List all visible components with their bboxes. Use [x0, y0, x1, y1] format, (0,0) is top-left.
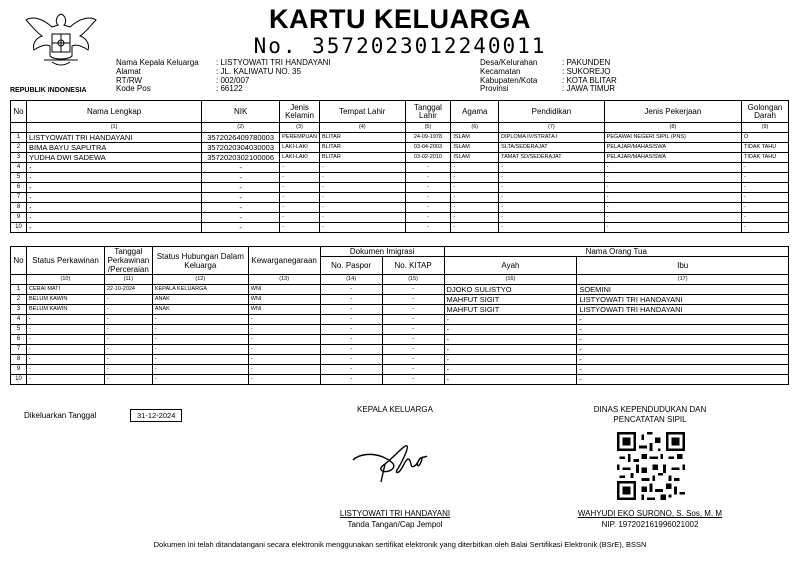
family-info-left: [116, 59, 331, 94]
cell-jk: LAKI-LAKI: [280, 143, 320, 153]
cell-status: -: [26, 345, 104, 355]
cell-jk: -: [280, 193, 320, 203]
col-number: (15): [382, 275, 444, 285]
cell-no: 5: [11, 325, 27, 335]
cell-kwn: WNI: [248, 295, 320, 305]
cell-tempat: -: [319, 193, 405, 203]
cell-status: -: [26, 325, 104, 335]
cell-nama: BIMA BAYU SAPUTRA: [26, 143, 201, 153]
cell-tgl: -: [104, 345, 152, 355]
cell-ayah: -: [444, 365, 577, 375]
cell-gol: -: [742, 193, 789, 203]
cell-no: 4: [11, 163, 27, 173]
col-header-no: No: [11, 247, 27, 275]
cell-status: CERAI MATI: [26, 285, 104, 295]
head-caption: Tanda Tangan/Cap Jempol: [347, 520, 443, 529]
col-number: (9): [742, 123, 789, 133]
col-number: (8): [604, 123, 741, 133]
col-number: (12): [152, 275, 248, 285]
cell-agama: -: [451, 193, 499, 203]
country-label: REPUBLIK INDONESIA: [10, 87, 87, 94]
cell-kerja: -: [604, 163, 741, 173]
cell-ayah: MAHFUT SIGIT: [444, 305, 577, 315]
col-header-ibu: Ibu: [577, 257, 789, 275]
cell-tgl: -: [104, 305, 152, 315]
table-row: [11, 315, 789, 325]
cell-kitap: -: [382, 295, 444, 305]
cell-pend: -: [499, 193, 605, 203]
cell-gol: -: [742, 223, 789, 233]
cell-kwn: -: [248, 365, 320, 375]
info-label: Kode Pos: [116, 84, 151, 94]
cell-nik: -: [202, 173, 280, 183]
issued-label: Dikeluarkan Tanggal: [24, 411, 97, 420]
cell-agama: ISLAM: [451, 133, 499, 143]
table-row: [11, 375, 789, 385]
cell-ayah: -: [444, 315, 577, 325]
cell-hub: ANAK: [152, 295, 248, 305]
cell-ibu: -: [577, 365, 789, 375]
table-row: [11, 153, 789, 163]
cell-nik: -: [202, 183, 280, 193]
status-table: [10, 246, 789, 385]
cell-agama: -: [451, 203, 499, 213]
cell-no: 6: [11, 183, 27, 193]
info-label: Alamat: [116, 66, 141, 76]
cell-no: 2: [11, 295, 27, 305]
info-value: : 66122: [216, 84, 243, 94]
cell-jk: -: [280, 163, 320, 173]
cell-no: 4: [11, 315, 27, 325]
cell-tgl: -: [104, 335, 152, 345]
cell-nik: 3572026409780003: [202, 133, 280, 143]
col-header-jenis-kelamin: Jenis Kelamin: [280, 101, 320, 123]
col-number: (4): [319, 123, 405, 133]
qr-code-icon: [617, 432, 685, 500]
signature-image: [345, 430, 445, 490]
cell-tgl: 03-04-2003: [405, 143, 451, 153]
cell-no: 3: [11, 305, 27, 315]
cell-ayah: DJOKO SULISTYO: [444, 285, 577, 295]
table-row: [11, 203, 789, 213]
cell-paspor: -: [320, 295, 382, 305]
cell-paspor: -: [320, 355, 382, 365]
cell-ibu: -: [577, 345, 789, 355]
cell-tempat: -: [319, 213, 405, 223]
cell-nik: -: [202, 203, 280, 213]
info-label: Kecamatan: [480, 66, 521, 76]
cell-hub: -: [152, 315, 248, 325]
cell-nama: LISTYOWATI TRI HANDAYANI: [26, 133, 201, 143]
cell-kitap: -: [382, 315, 444, 325]
cell-hub: -: [152, 375, 248, 385]
cell-gol: O: [742, 133, 789, 143]
cell-tempat: BLITAR: [319, 133, 405, 143]
col-number: (17): [577, 275, 789, 285]
cell-kitap: -: [382, 345, 444, 355]
col-header-kewarganegaraan: Kewarganegaraan: [248, 247, 320, 275]
cell-kerja: -: [604, 193, 741, 203]
cell-tgl: -: [405, 183, 451, 193]
col-header-nama: Nama Lengkap: [26, 101, 201, 123]
cell-tgl: -: [104, 375, 152, 385]
col-number: (5): [405, 123, 451, 133]
cell-agama: -: [451, 173, 499, 183]
cell-nik: -: [202, 213, 280, 223]
cell-no: 2: [11, 143, 27, 153]
cell-paspor: -: [320, 375, 382, 385]
cell-pend: DIPLOMA IV/STRATA I: [499, 133, 605, 143]
cell-paspor: -: [320, 305, 382, 315]
cell-paspor: -: [320, 315, 382, 325]
cell-nama: -: [26, 203, 201, 213]
cell-nik: 3572020304030003: [202, 143, 280, 153]
cell-hub: -: [152, 345, 248, 355]
cell-kitap: -: [382, 305, 444, 315]
cell-kerja: PELAJAR/MAHASISWA: [604, 153, 741, 163]
cell-agama: -: [451, 183, 499, 193]
cell-jk: -: [280, 213, 320, 223]
head-title: KEPALA KELUARGA: [357, 405, 433, 414]
cell-no: 10: [11, 375, 27, 385]
cell-no: 1: [11, 133, 27, 143]
cell-hub: -: [152, 355, 248, 365]
table-row: [11, 223, 789, 233]
cell-no: 3: [11, 153, 27, 163]
cell-pend: -: [499, 213, 605, 223]
cell-paspor: -: [320, 365, 382, 375]
table-row: [11, 143, 789, 153]
col-header-nik: NIK: [202, 101, 280, 123]
info-label: Desa/Kelurahan: [480, 58, 538, 67]
cell-tempat: BLITAR: [319, 153, 405, 163]
cell-kitap: -: [382, 325, 444, 335]
info-label: Kabupaten/Kota: [480, 75, 538, 85]
cell-tgl: 22-10-2024: [104, 285, 152, 295]
table-row: [11, 213, 789, 223]
cell-tgl: -: [104, 365, 152, 375]
cell-jk: PEREMPUAN: [280, 133, 320, 143]
col-header-tanggal-perkawinan: Tanggal Perkawinan /Perceraian: [104, 247, 152, 275]
cell-tgl: -: [405, 223, 451, 233]
col-header-kitap: No. KITAP: [382, 257, 444, 275]
info-label: Provinsi: [480, 84, 509, 94]
cell-ibu: -: [577, 335, 789, 345]
cell-kerja: PELAJAR/MAHASISWA: [604, 143, 741, 153]
col-header-status-hubungan: Status Hubungan Dalam Keluarga: [152, 247, 248, 275]
cell-no: 8: [11, 203, 27, 213]
cell-ibu: SOEMINI: [577, 285, 789, 295]
cell-pend: -: [499, 163, 605, 173]
cell-paspor: -: [320, 345, 382, 355]
cell-pend: -: [499, 203, 605, 213]
table-row: [11, 325, 789, 335]
cell-status: -: [26, 315, 104, 325]
cell-hub: KEPALA KELUARGA: [152, 285, 248, 295]
cell-kitap: -: [382, 335, 444, 345]
col-header-paspor: No. Paspor: [320, 257, 382, 275]
cell-agama: -: [451, 163, 499, 173]
cell-jk: -: [280, 203, 320, 213]
cell-ayah: -: [444, 355, 577, 365]
cell-tgl: -: [104, 325, 152, 335]
cell-tgl: -: [405, 193, 451, 203]
table-row: [11, 183, 789, 193]
cell-no: 7: [11, 345, 27, 355]
cell-hub: -: [152, 365, 248, 375]
cell-kerja: -: [604, 213, 741, 223]
cell-tempat: -: [319, 203, 405, 213]
cell-kwn: WNI: [248, 285, 320, 295]
cell-hub: ANAK: [152, 305, 248, 315]
cell-no: 7: [11, 193, 27, 203]
cell-tempat: -: [319, 173, 405, 183]
cell-nama: YUDHA DWI SADEWA: [26, 153, 201, 163]
col-header-status-perkawinan: Status Perkawinan: [26, 247, 104, 275]
info-value: : PAKUNDEN: [562, 58, 611, 67]
table-row: [11, 335, 789, 345]
info-value: : LISTYOWATI TRI HANDAYANI: [216, 58, 331, 67]
cell-kwn: -: [248, 355, 320, 365]
cell-jk: -: [280, 183, 320, 193]
cell-tgl: 03-02-2010: [405, 153, 451, 163]
cell-hub: -: [152, 325, 248, 335]
cell-agama: ISLAM: [451, 143, 499, 153]
info-label: Nama Kepala Keluarga: [116, 58, 199, 67]
info-value: : JAWA TIMUR: [562, 84, 616, 94]
col-number: (10): [26, 275, 104, 285]
col-number: (7): [499, 123, 605, 133]
cell-ayah: MAHFUT SIGIT: [444, 295, 577, 305]
col-header-tanggal-lahir: Tanggal Lahir: [405, 101, 451, 123]
cell-status: -: [26, 375, 104, 385]
cell-ibu: LISTYOWATI TRI HANDAYANI: [577, 295, 789, 305]
cell-nik: -: [202, 163, 280, 173]
cell-paspor: -: [320, 325, 382, 335]
cell-kerja: -: [604, 173, 741, 183]
cell-nik: 3572020302100006: [202, 153, 280, 163]
info-value: : SUKOREJO: [562, 66, 611, 76]
cell-ibu: -: [577, 325, 789, 335]
col-header-no: No: [11, 101, 27, 123]
cell-nik: -: [202, 223, 280, 233]
col-number: (11): [104, 275, 152, 285]
cell-ayah: -: [444, 375, 577, 385]
family-info-right: [480, 59, 617, 94]
cell-paspor: -: [320, 335, 382, 345]
members-table: [10, 100, 789, 233]
col-header-dokumen-imigrasi: Dokumen Imigrasi: [320, 247, 444, 257]
cell-ayah: -: [444, 325, 577, 335]
cell-kerja: -: [604, 203, 741, 213]
cell-kwn: -: [248, 315, 320, 325]
cell-kwn: -: [248, 335, 320, 345]
officer-nip: NIP. 197202161996021002: [601, 520, 699, 529]
cell-jk: -: [280, 223, 320, 233]
cell-tempat: BLITAR: [319, 143, 405, 153]
cell-status: BELUM KAWIN: [26, 295, 104, 305]
col-number: (16): [444, 275, 577, 285]
cell-gol: -: [742, 213, 789, 223]
cell-gol: -: [742, 203, 789, 213]
cell-pend: SLTA/SEDERAJAT: [499, 143, 605, 153]
cell-tgl: -: [405, 173, 451, 183]
table-row: [11, 133, 789, 143]
cell-ibu: -: [577, 375, 789, 385]
cell-gol: -: [742, 163, 789, 173]
cell-ibu: -: [577, 315, 789, 325]
office-title-line1: DINAS KEPENDUDUKAN DAN: [593, 405, 707, 414]
table-row: [11, 295, 789, 305]
cell-no: 10: [11, 223, 27, 233]
cell-no: 9: [11, 365, 27, 375]
e-signature-disclaimer: Dokumen ini telah ditandatangani secara elektronik menggunakan sertifikat elektronik yang diterbitkan oleh Balai Sertifikasi Elektronik (BSrE), BSSN: [153, 540, 647, 549]
cell-kitap: -: [382, 365, 444, 375]
cell-status: -: [26, 335, 104, 345]
table-row: [11, 365, 789, 375]
cell-kwn: WNI: [248, 305, 320, 315]
info-label: RT/RW: [116, 75, 142, 85]
cell-ayah: -: [444, 335, 577, 345]
cell-tgl: -: [405, 213, 451, 223]
col-header-nama-orang-tua: Nama Orang Tua: [444, 247, 788, 257]
issued-date: 31-12-2024: [130, 409, 182, 422]
cell-status: -: [26, 355, 104, 365]
table-row: [11, 345, 789, 355]
cell-no: 1: [11, 285, 27, 295]
col-number: (2): [202, 123, 280, 133]
col-number: (1): [26, 123, 201, 133]
cell-no: 8: [11, 355, 27, 365]
info-value: : KOTA BLITAR: [562, 75, 617, 85]
cell-tgl: 24-09-1978: [405, 133, 451, 143]
cell-kitap: -: [382, 285, 444, 295]
col-header-ayah: Ayah: [444, 257, 577, 275]
cell-nama: -: [26, 183, 201, 193]
cell-nama: -: [26, 193, 201, 203]
col-header-pendidikan: Pendidikan: [499, 101, 605, 123]
cell-pend: -: [499, 223, 605, 233]
cell-gol: -: [742, 183, 789, 193]
col-number: (6): [451, 123, 499, 133]
cell-kerja: PEGAWAI NEGERI SIPIL (PNS): [604, 133, 741, 143]
cell-tgl: -: [405, 163, 451, 173]
cell-kitap: -: [382, 375, 444, 385]
table-row: [11, 355, 789, 365]
office-title-line2: PENCATATAN SIPIL: [613, 415, 687, 424]
cell-pend: TAMAT SD/SEDERAJAT: [499, 153, 605, 163]
kk-number: No. 3572023012240011: [253, 34, 547, 58]
info-value: : 002/007: [216, 75, 250, 85]
cell-tempat: -: [319, 183, 405, 193]
table-row: [11, 285, 789, 295]
cell-tempat: -: [319, 163, 405, 173]
cell-nik: -: [202, 193, 280, 203]
table-row: [11, 193, 789, 203]
col-header-agama: Agama: [451, 101, 499, 123]
cell-hub: -: [152, 335, 248, 345]
cell-jk: LAKI-LAKI: [280, 153, 320, 163]
cell-no: 9: [11, 213, 27, 223]
cell-agama: ISLAM: [451, 153, 499, 163]
cell-agama: -: [451, 223, 499, 233]
cell-ibu: LISTYOWATI TRI HANDAYANI: [577, 305, 789, 315]
cell-tgl: -: [104, 295, 152, 305]
cell-kerja: -: [604, 183, 741, 193]
cell-status: BELUM KAWIN: [26, 305, 104, 315]
table-row: [11, 163, 789, 173]
col-header-golongan-darah: Golongan Darah: [742, 101, 789, 123]
cell-jk: -: [280, 173, 320, 183]
cell-ibu: -: [577, 355, 789, 365]
head-name: LISTYOWATI TRI HANDAYANI: [339, 509, 451, 518]
cell-gol: -: [742, 173, 789, 183]
cell-nama: -: [26, 223, 201, 233]
document-title: KARTU KELUARGA: [269, 4, 531, 34]
cell-tgl: -: [405, 203, 451, 213]
cell-kwn: -: [248, 345, 320, 355]
cell-pend: -: [499, 183, 605, 193]
table-row: [11, 173, 789, 183]
cell-nama: -: [26, 163, 201, 173]
cell-gol: TIDAK TAHU: [742, 153, 789, 163]
cell-nama: -: [26, 213, 201, 223]
col-number: (3): [280, 123, 320, 133]
cell-kwn: -: [248, 375, 320, 385]
cell-pend: -: [499, 173, 605, 183]
cell-no: 6: [11, 335, 27, 345]
cell-gol: TIDAK TAHU: [742, 143, 789, 153]
cell-tgl: -: [104, 315, 152, 325]
officer-name: WAHYUDI EKO SURONO, S. Sos, M. M: [577, 509, 723, 518]
table-row: [11, 305, 789, 315]
col-header-pekerjaan: Jenis Pekerjaan: [604, 101, 741, 123]
cell-paspor: -: [320, 285, 382, 295]
cell-tgl: -: [104, 355, 152, 365]
cell-kwn: -: [248, 325, 320, 335]
cell-ayah: -: [444, 345, 577, 355]
cell-agama: -: [451, 213, 499, 223]
info-value: : JL. KALIWATU NO. 35: [216, 66, 301, 76]
col-number: (13): [248, 275, 320, 285]
cell-tempat: -: [319, 223, 405, 233]
cell-nama: -: [26, 173, 201, 183]
cell-status: -: [26, 365, 104, 375]
col-number: (14): [320, 275, 382, 285]
cell-no: 5: [11, 173, 27, 183]
cell-kitap: -: [382, 355, 444, 365]
col-header-tempat-lahir: Tempat Lahir: [319, 101, 405, 123]
cell-kerja: -: [604, 223, 741, 233]
